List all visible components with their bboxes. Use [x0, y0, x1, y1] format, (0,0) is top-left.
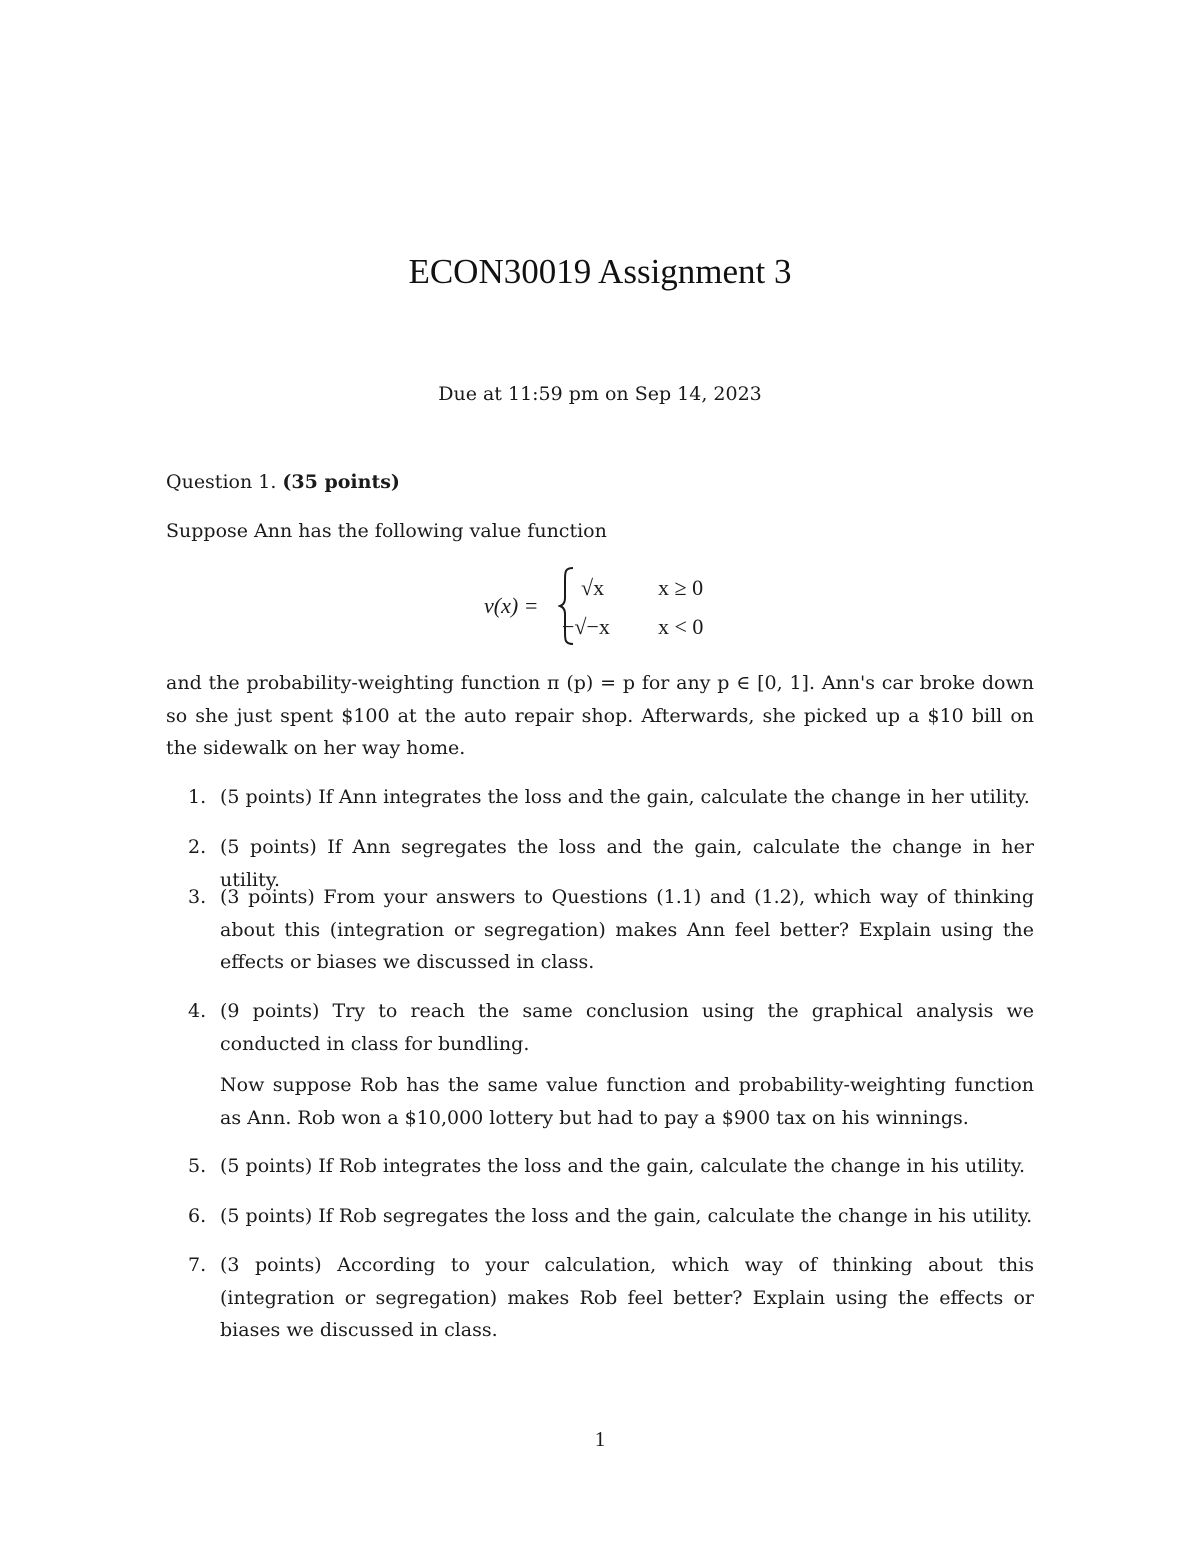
- formula-lhs: v(x) =: [484, 593, 539, 618]
- formula-case-negative: −√−x: [562, 614, 610, 639]
- page-number: 1: [594, 1427, 606, 1451]
- list-item-number: 2.: [188, 836, 207, 858]
- list-item-number: 3.: [188, 886, 207, 908]
- list-item-number: 7.: [188, 1254, 207, 1276]
- list-item-text: (5 points) If Ann segregates the loss and the gain, calculate the change in her utility.: [220, 836, 1034, 891]
- list-item-text: (3 points) From your answers to Questions (1.1) and (1.2), which way of thinking about this (integration or segregation) makes Ann feel better? Explain using the effects or biases we discussed in class.: [220, 886, 1034, 973]
- rob-scenario-text: Now suppose Rob has the same value function and probability-weighting function as Ann. Rob won a $10,000 lottery but had to pay a $900 tax on his winnings.: [220, 1074, 1034, 1129]
- list-item-text: (5 points) If Rob integrates the loss and the gain, calculate the change in his utility.: [220, 1155, 1026, 1177]
- formula-condition-negative: x < 0: [658, 614, 704, 639]
- question-heading: [166, 471, 400, 493]
- list-item-text: (5 points) If Rob segregates the loss and the gain, calculate the change in his utility.: [220, 1205, 1033, 1227]
- list-item-number: 5.: [188, 1155, 207, 1177]
- list-item-number: 1.: [188, 786, 207, 808]
- formula-case-positive: √x: [581, 575, 605, 600]
- list-item-number: 4.: [188, 1000, 207, 1022]
- list-item-number: 6.: [188, 1205, 207, 1227]
- value-function-formula: [484, 560, 784, 650]
- due-date: Due at 11:59 pm on Sep 14, 2023: [438, 383, 762, 405]
- question-intro: Suppose Ann has the following value function: [166, 520, 607, 542]
- list-item-text: (9 points) Try to reach the same conclusion using the graphical analysis we conducted in class for bundling.: [220, 1000, 1034, 1055]
- list-item-text: (5 points) If Ann integrates the loss and the gain, calculate the change in her utility.: [220, 786, 1030, 808]
- list-item-text: (3 points) According to your calculation, which way of thinking about this (integration or segregation) makes Rob feel better? Explain using the effects or biases we discussed in class.: [220, 1254, 1034, 1341]
- formula-condition-positive: x ≥ 0: [658, 575, 704, 600]
- document-title: ECON30019 Assignment 3: [408, 252, 792, 291]
- question-points: (35 points): [282, 471, 400, 493]
- question-context: and the probability-weighting function π (p) = p for any p ∈ [0, 1]. Ann's car broke down so she just spent $100 at the auto repair shop. Afterwards, she picked up a $10 bill on the sidewalk on her way home.: [166, 672, 1034, 759]
- question-label: Question 1.: [166, 471, 277, 493]
